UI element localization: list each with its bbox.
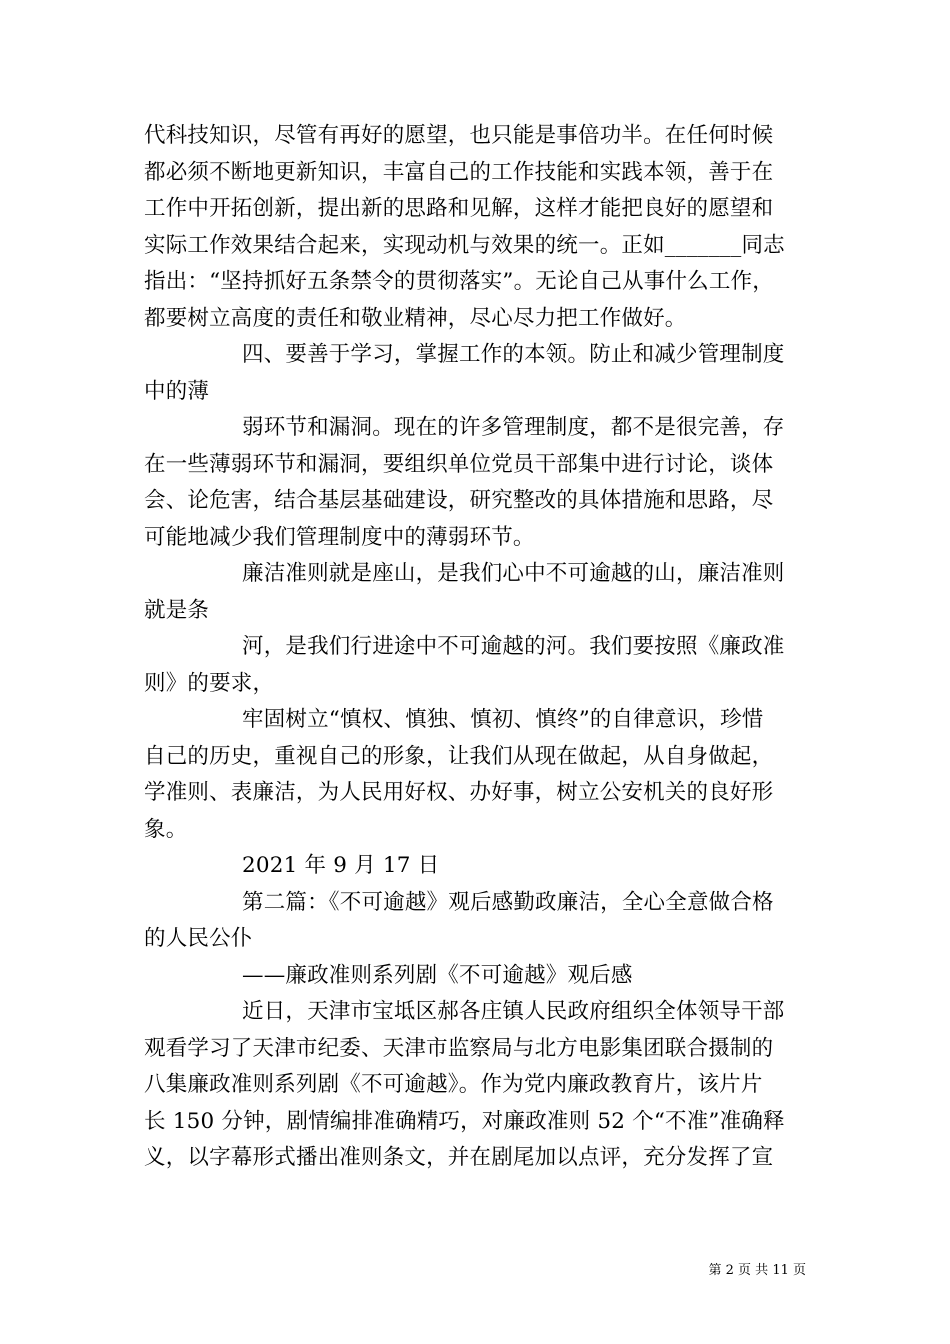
text-line: 第二篇：《不可逾越》观后感勤政廉洁，全心全意做合格	[242, 889, 774, 915]
text-line: 可能地减少我们管理制度中的薄弱环节。	[144, 524, 535, 550]
text-line: 弱环节和漏洞。现在的许多管理制度，都不是很完善，存	[242, 415, 785, 440]
text-line: 的人民公仆	[144, 926, 253, 951]
text-line: 则》的要求，	[144, 670, 275, 696]
text-line: 近日，天津市宝坻区郝各庄镇人民政府组织全体领导干部	[242, 999, 785, 1024]
text-line: 八集廉政准则系列剧《不可逾越》。作为党内廉政教育片，该片片	[144, 1072, 763, 1097]
text-line: 观看学习了天津市纪委、天津市监察局与北方电影集团联合摄制的	[144, 1035, 774, 1061]
text-line: 在一些薄弱环节和漏洞，要组织单位党员干部集中进行讨论，谈体	[144, 451, 774, 477]
text-line: 廉洁准则就是座山，是我们心中不可逾越的山，廉洁准则	[242, 561, 785, 586]
text-line: 自己的历史，重视自己的形象，让我们从现在做起，从自身做起，	[144, 743, 774, 769]
text-line: 指出：“坚持抓好五条禁令的贯彻落实”。无论自己从事什么工作，	[144, 269, 774, 294]
text-line: ——廉政准则系列剧《不可逾越》观后感	[242, 962, 633, 988]
text-line: 学准则、表廉洁，为人民用好权、办好事，树立公安机关的良好形	[144, 780, 774, 805]
text-line: 就是条	[144, 597, 210, 623]
text-line: 都要树立高度的责任和敬业精神，尽心尽力把工作做好。	[144, 305, 687, 331]
text-line: 2021 年 9 月 17 日	[242, 853, 440, 878]
text-line: 河，是我们行进途中不可逾越的河。我们要按照《廉政准	[242, 634, 785, 659]
text-line: 义，以字幕形式播出准则条文，并在剧尾加以点评，充分发挥了宣	[144, 1145, 774, 1170]
text-line: 工作中开拓创新，提出新的思路和见解，这样才能把良好的愿望和	[144, 196, 774, 221]
text-line: 会、论危害，结合基层基础建设，研究整改的具体措施和思路，尽	[144, 488, 774, 513]
text-line: 实际工作效果结合起来，实现动机与效果的统一。正如_______同志	[144, 232, 785, 258]
text-line: 四、要善于学习，掌握工作的本领。防止和减少管理制度	[242, 342, 785, 367]
text-line: 长 150 分钟，剧情编排准确精巧，对廉政准则 52 个“不准”准确释	[144, 1108, 785, 1134]
text-line: 牢固树立“慎权、慎独、慎初、慎终”的自律意识，珍惜	[242, 707, 764, 732]
text-line: 象。	[144, 816, 188, 842]
document-body	[144, 118, 809, 1177]
text-line: 代科技知识，尽管有再好的愿望，也只能是事倍功半。在任何时候	[144, 123, 774, 148]
page-number-footer: 第 2 页 共 11 页	[708, 1263, 806, 1278]
text-line: 中的薄	[144, 378, 210, 404]
text-line: 都必须不断地更新知识，丰富自己的工作技能和实践本领，善于在	[144, 159, 774, 185]
